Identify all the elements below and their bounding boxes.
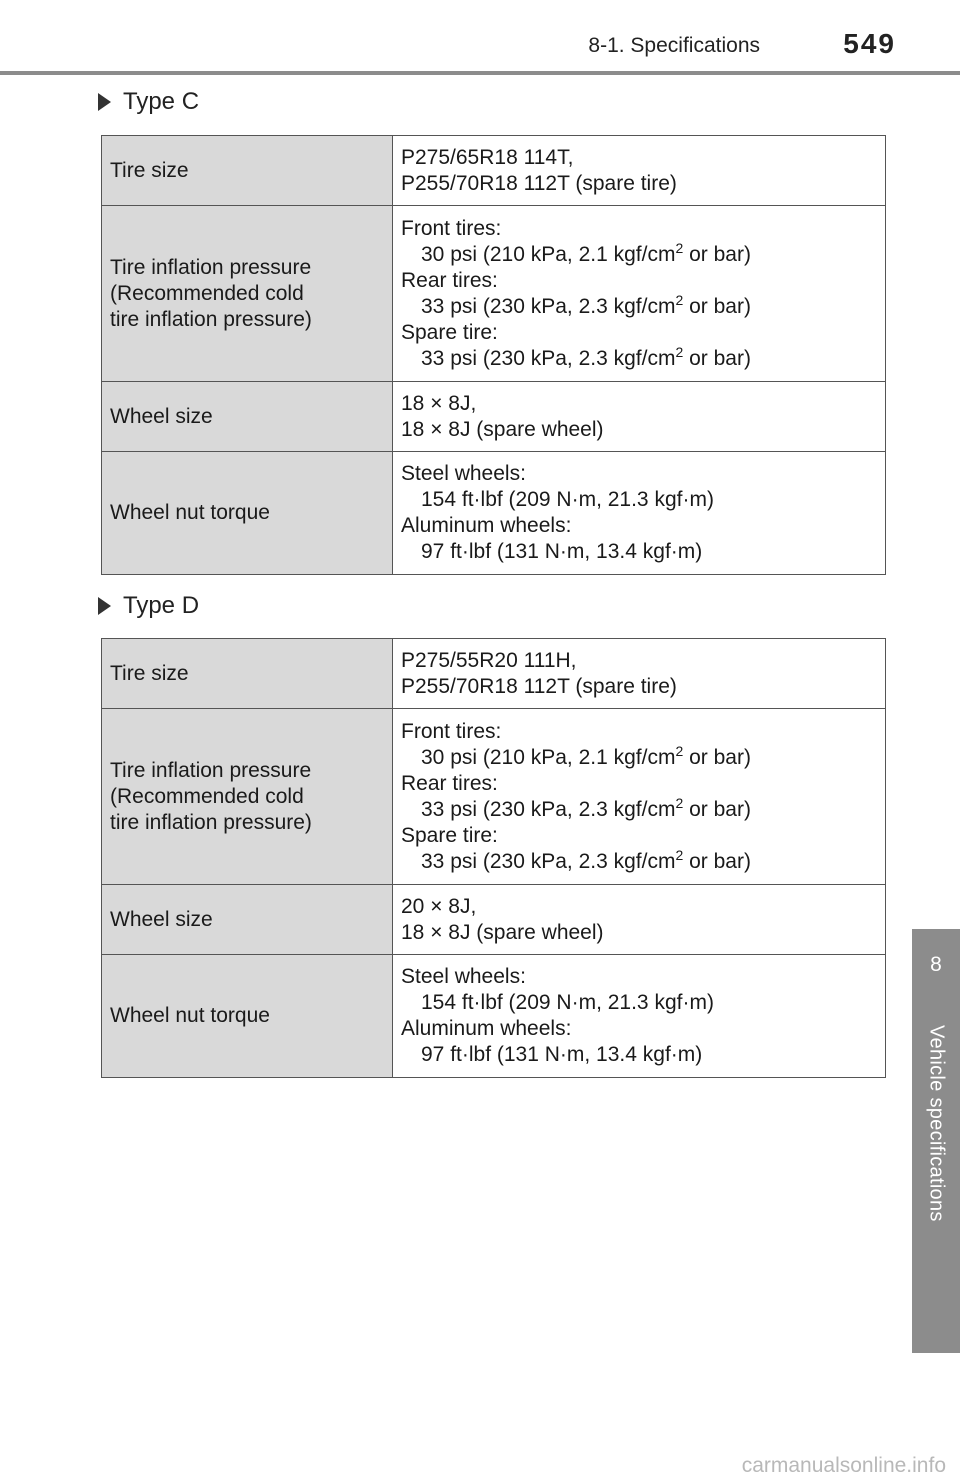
steel-wheels-value: 154 ft·lbf (209 N·m, 21.3 kgf·m) [421, 488, 714, 511]
watermark: carmanualsonline.info [741, 1454, 946, 1477]
tire-size-line: P275/55R20 111H, [401, 648, 577, 672]
wheel-nut-torque-value [393, 955, 886, 1078]
wheel-nut-torque-value [393, 452, 886, 575]
aluminum-wheels-value: 97 ft·lbf (131 N·m, 13.4 kgf·m) [421, 540, 703, 563]
page-number: 549 [843, 28, 896, 59]
spare-tire-value: 33 psi (230 kPa, 2.3 kgf/$cm^2$ or bar) [421, 846, 751, 873]
front-tires-value: 30 psi (210 kPa, 2.1 kgf/$cm^2$ or bar) [421, 742, 751, 769]
inflation-pressure-label [102, 709, 393, 885]
triangle-bullet-icon [98, 597, 111, 615]
chapter-side-tab [912, 929, 960, 1353]
table-row-tire-size [102, 639, 886, 709]
table-row-wheel-size [102, 885, 886, 955]
wheel-size-line: 18 × 8J (spare wheel) [401, 920, 604, 944]
rear-tires-value: 33 psi (230 kPa, 2.3 kgf/$cm^2$ or bar) [421, 794, 751, 821]
wheel-size-value [393, 885, 886, 955]
tire-size-value [393, 136, 886, 206]
table-row-wheel-nut-torque [102, 955, 886, 1078]
aluminum-wheels-label: Aluminum wheels: [401, 514, 572, 537]
label-line: tire inflation pressure) [110, 810, 312, 834]
inflation-pressure-label [102, 206, 393, 382]
front-tires-label: Front tires: [401, 719, 502, 743]
tire-size-line: P275/65R18 114T, [401, 145, 574, 169]
tire-size-line: P255/70R18 112T (spare tire) [401, 171, 677, 195]
label-line: (Recommended cold [110, 784, 304, 808]
tire-size-label: Tire size [102, 136, 393, 206]
wheel-size-label: Wheel size [102, 885, 393, 955]
section-title: 8-1. Specifications [588, 34, 760, 57]
table-row-inflation-pressure [102, 206, 886, 382]
rear-tires-label: Rear tires: [401, 268, 498, 292]
inflation-pressure-value [393, 206, 886, 382]
wheel-size-line: 20 × 8J, [401, 894, 477, 918]
label-line: (Recommended cold [110, 281, 304, 305]
wheel-size-label: Wheel size [102, 382, 393, 452]
spare-tire-label: Spare tire: [401, 320, 498, 344]
wheel-nut-torque-label: Wheel nut torque [102, 452, 393, 575]
table-row-wheel-size [102, 382, 886, 452]
type-c-heading-text: Type C [123, 88, 200, 115]
wheel-size-line: 18 × 8J (spare wheel) [401, 417, 604, 441]
table-row-inflation-pressure [102, 709, 886, 885]
tire-size-label: Tire size [102, 639, 393, 709]
table-row-tire-size [102, 136, 886, 206]
label-line: tire inflation pressure) [110, 307, 312, 331]
header-rule [0, 71, 960, 75]
inflation-pressure-value [393, 709, 886, 885]
type-d-heading [98, 592, 199, 620]
triangle-bullet-icon [98, 93, 111, 111]
rear-tires-value: 33 psi (230 kPa, 2.3 kgf/$cm^2$ or bar) [421, 291, 751, 318]
aluminum-wheels-value: 97 ft·lbf (131 N·m, 13.4 kgf·m) [421, 1043, 703, 1066]
chapter-number: 8 [930, 953, 942, 976]
spare-tire-value: 33 psi (230 kPa, 2.3 kgf/$cm^2$ or bar) [421, 343, 751, 370]
tire-size-value [393, 639, 886, 709]
label-line: Tire inflation pressure [110, 758, 312, 782]
steel-wheels-value: 154 ft·lbf (209 N·m, 21.3 kgf·m) [421, 991, 714, 1014]
wheel-size-value [393, 382, 886, 452]
type-d-heading-text: Type D [123, 592, 200, 619]
spare-tire-label: Spare tire: [401, 823, 498, 847]
tire-size-line: P255/70R18 112T (spare tire) [401, 674, 677, 698]
type-d-spec-table [101, 638, 886, 1078]
label-line: Tire inflation pressure [110, 255, 312, 279]
front-tires-value: 30 psi (210 kPa, 2.1 kgf/$cm^2$ or bar) [421, 239, 751, 266]
wheel-nut-torque-label: Wheel nut torque [102, 955, 393, 1078]
chapter-label: Vehicle specifications [925, 1025, 948, 1222]
type-c-spec-table [101, 135, 886, 575]
table-row-wheel-nut-torque [102, 452, 886, 575]
steel-wheels-label: Steel wheels: [401, 462, 526, 485]
type-c-heading [98, 88, 199, 116]
front-tires-label: Front tires: [401, 216, 502, 240]
aluminum-wheels-label: Aluminum wheels: [401, 1017, 572, 1040]
steel-wheels-label: Steel wheels: [401, 965, 526, 988]
wheel-size-line: 18 × 8J, [401, 391, 477, 415]
page-header [0, 0, 960, 76]
rear-tires-label: Rear tires: [401, 771, 498, 795]
